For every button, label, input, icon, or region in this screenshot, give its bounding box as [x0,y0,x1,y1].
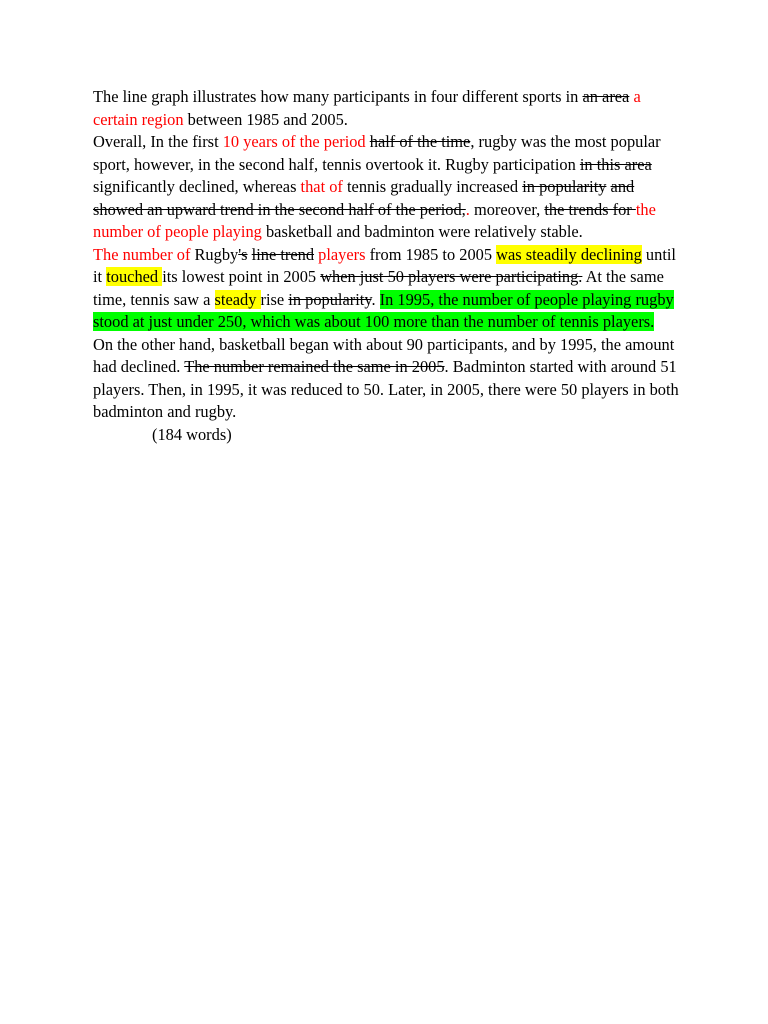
text-run: moreover, [469,199,545,219]
deleted-text: the trends for [544,199,636,219]
document-page [93,86,683,446]
text-run: . [371,289,380,309]
text-run: , rugby was the most popular sport, however, in the second half, tennis overtook it. Rugby participation [93,132,661,174]
text-run: basketball and badminton were relatively stable. [261,222,583,241]
paragraph-basketball-badminton [93,334,683,424]
deleted-text: in this area [579,154,652,174]
text-run: . Badminton started with around 51 players. Then, in 1995, it was reduced to 50. Later, in 2005, there were 50 players in both badminton and rugby. [93,357,679,421]
highlighted-word: touched [106,267,163,286]
text-run: At the same time, tennis saw a [93,267,664,309]
deleted-text: half of the time [369,132,471,151]
deleted-text: in popularity [288,289,372,309]
deleted-text: line trend [251,244,315,264]
text-run: significantly declined, whereas [93,177,301,196]
text-run: Overall, In the first [93,132,223,151]
deleted-text: and showed an upward trend in the second half of the period, [93,177,635,219]
deleted-text: when just 50 players were participating. [320,267,583,286]
document-body [93,86,683,424]
inserted-correction: . [465,199,470,219]
inserted-correction: The number of [93,244,191,264]
text-run: On the other hand, basketball began with about 90 participants, and by 1995, the amount had declined. [93,334,675,376]
text-run: its lowest point in 2005 [162,267,321,286]
text-run: between 1985 and 2005. [183,109,348,129]
inserted-correction: the number of people playing [93,199,656,241]
highlighted-word: steady [214,289,261,309]
deleted-text: The number remained the same in 2005 [184,357,445,376]
text-run: tennis gradually increased [342,177,523,196]
word-count: (184 words) [152,424,232,444]
deleted-text: in popularity [522,177,607,196]
inserted-correction: players [318,244,366,264]
highlighted-sentence: In 1995, the number of people playing rugby stood at just under 250, which was about 100 more than the number of tennis players. [93,289,674,331]
paragraph-rugby-tennis [93,244,683,334]
text-run: Rugby [190,244,239,264]
paragraph-overview [93,131,683,244]
inserted-correction: a certain region [93,87,641,129]
inserted-correction: 10 years of the period [222,132,366,151]
deleted-text: 's [238,244,248,264]
text-run: rise [260,289,289,309]
text-run: from 1985 to 2005 [365,244,497,264]
deleted-text: an area [582,87,630,106]
highlighted-word: was steadily declining [496,244,642,264]
text-run: until it [93,244,676,286]
inserted-correction: that of [300,177,343,196]
paragraph-intro [93,86,683,131]
text-run: The line graph illustrates how many participants in four different sports in [93,87,583,106]
